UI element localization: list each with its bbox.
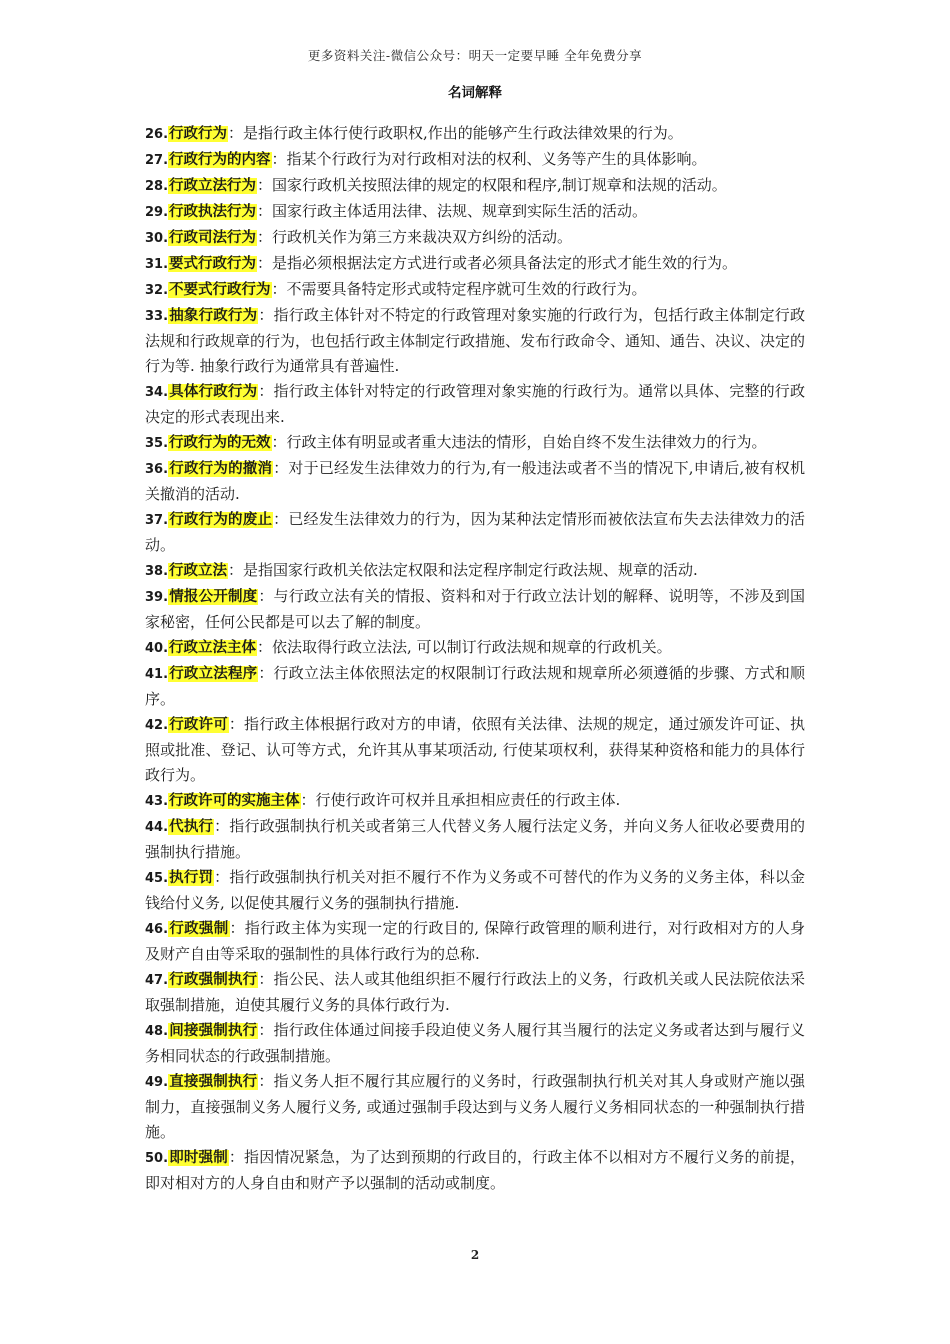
entry-definition: ：行政机关作为第三方来裁决双方纠纷的活动。 xyxy=(257,228,573,246)
entry-number: 50. xyxy=(145,1151,169,1166)
entry-term: 行政司法行为 xyxy=(169,230,257,246)
entry-term: 行政行为的无效 xyxy=(169,435,271,451)
glossary-entry xyxy=(145,712,805,788)
entry-definition: ：指行政主体针对特定的行政管理对象实施的行政行为。通常以具体、完整的行政决定的形式表现出来. xyxy=(145,382,805,426)
entry-number: 45. xyxy=(145,871,169,886)
entry-number: 31. xyxy=(145,257,169,272)
glossary-entry xyxy=(145,147,805,173)
entry-term: 不要式行政行为 xyxy=(169,282,271,298)
entry-term: 行政行为的内容 xyxy=(169,152,271,168)
entry-number: 30. xyxy=(145,231,169,246)
glossary-entry xyxy=(145,814,805,865)
entry-term: 具体行政行为 xyxy=(169,384,258,400)
glossary-entry xyxy=(145,225,805,251)
glossary-entry xyxy=(145,1145,805,1196)
entry-term: 行政强制 xyxy=(169,921,229,937)
entry-term: 行政立法程序 xyxy=(169,666,258,682)
entry-number: 33. xyxy=(145,309,169,324)
entry-definition: ：已经发生法律效力的行为，因为某种法定情形而被依法宣布失去法律效力的活动。 xyxy=(145,510,806,554)
page-title: 名词解释 xyxy=(448,85,502,101)
entry-definition: ：国家行政机关按照法律的规定的权限和程序,制订规章和法规的活动。 xyxy=(257,176,727,194)
entry-definition: ：指行政主体根据行政对方的申请，依照有关法律、法规的规定，通过颁发许可证、执照或批准、登记、认可等方式，允许其从事某项活动, 行使某项权利，获得某种资格和能力的具体行政行为。 xyxy=(145,715,805,784)
glossary-entry xyxy=(145,788,805,814)
entry-definition: ：依法取得行政立法法, 可以制订行政法规和规章的行政机关。 xyxy=(257,638,672,656)
entry-definition: ：与行政立法有关的情报、资料和对于行政立法计划的解释、说明等，不涉及到国家秘密，任何公民都是可以去了解的制度。 xyxy=(145,587,805,631)
entry-term: 即时强制 xyxy=(169,1150,228,1166)
glossary-entry xyxy=(145,456,805,507)
entry-definition: ：不需要具备特定形式或特定程序就可生效的行政行为。 xyxy=(271,280,647,298)
entry-term: 要式行政行为 xyxy=(169,256,257,272)
glossary-entry xyxy=(145,967,805,1018)
glossary-list xyxy=(145,121,805,1196)
entry-definition: ：对于已经发生法律效力的行为,有一般违法或者不当的情况下,申请后,被有权机关撤消的活动. xyxy=(145,459,806,503)
glossary-entry xyxy=(145,1018,805,1069)
entry-number: 40. xyxy=(145,641,169,656)
entry-number: 41. xyxy=(145,667,169,682)
entry-term: 行政执法行为 xyxy=(169,204,257,220)
entry-term: 直接强制执行 xyxy=(169,1074,258,1090)
glossary-entry xyxy=(145,199,805,225)
entry-definition: ：指行政强制执行机关对拒不履行不作为义务或不可替代的作为义务的义务主体，科以金钱给付义务, 以促使其履行义务的强制执行措施. xyxy=(145,868,805,912)
entry-term: 行政行为 xyxy=(169,126,228,142)
glossary-entry xyxy=(145,558,805,584)
entry-term: 行政立法行为 xyxy=(169,178,257,194)
entry-number: 36. xyxy=(145,462,169,477)
glossary-entry xyxy=(145,430,805,456)
page-header: 更多资料关注-微信公众号：明天一定要早睡 全年免费分享 xyxy=(307,48,643,63)
entry-number: 27. xyxy=(145,153,169,168)
glossary-entry xyxy=(145,121,805,147)
entry-number: 47. xyxy=(145,973,169,988)
entry-number: 26. xyxy=(145,127,169,142)
glossary-entry xyxy=(145,303,805,379)
glossary-entry xyxy=(145,507,805,558)
entry-definition: ：指公民、法人或其他组织拒不履行行政法上的义务，行政机关或人民法院依法采取强制措施，迫使其履行义务的具体行政行为. xyxy=(145,970,805,1014)
entry-number: 37. xyxy=(145,513,169,528)
page-number: 2 xyxy=(470,1248,480,1262)
entry-definition: ：指行政强制执行机关或者第三人代替义务人履行法定义务，并向义务人征收必要费用的强制执行措施。 xyxy=(145,817,805,861)
glossary-entry xyxy=(145,1069,805,1145)
entry-term: 行政行为的撤消 xyxy=(169,461,273,477)
entry-number: 49. xyxy=(145,1075,169,1090)
entry-definition: ：指因情况紧急，为了达到预期的行政目的，行政主体不以相对方不履行义务的前提，即对相对方的人身自由和财产予以强制的活动或制度。 xyxy=(145,1148,805,1192)
entry-definition: ：指行政住体通过间接手段迫使义务人履行其当履行的法定义务或者达到与履行义务相同状态的行政强制措施。 xyxy=(145,1021,805,1065)
glossary-entry xyxy=(145,661,805,712)
entry-term: 情报公开制度 xyxy=(169,589,258,605)
entry-number: 39. xyxy=(145,590,169,605)
entry-number: 42. xyxy=(145,718,169,733)
entry-term: 间接强制执行 xyxy=(169,1023,258,1039)
entry-definition: ：是指行政主体行使行政职权,作出的能够产生行政法律效果的行为。 xyxy=(228,124,683,142)
entry-definition: ：是指国家行政机关依法定权限和法定程序制定行政法规、规章的活动. xyxy=(228,561,698,579)
entry-number: 28. xyxy=(145,179,169,194)
entry-number: 43. xyxy=(145,794,169,809)
entry-definition: ：指行政主体针对不特定的行政管理对象实施的行政行为，包括行政主体制定行政法规和行政规章的行为，也包括行政主体制定行政措施、发布行政命令、通知、通告、决议、决定的行为等. 抽象行政行为通常具有普遍性. xyxy=(145,306,806,375)
entry-definition: ：指行政主体为实现一定的行政目的, 保障行政管理的顺利进行，对行政相对方的人身及财产自由等采取的强制性的具体行政行为的总称. xyxy=(145,919,805,963)
entry-number: 44. xyxy=(145,820,169,835)
entry-definition: ：国家行政主体适用法律、法规、规章到实际生活的活动。 xyxy=(257,202,648,220)
glossary-entry xyxy=(145,277,805,303)
glossary-entry xyxy=(145,173,805,199)
entry-definition: ：指义务人拒不履行其应履行的义务时，行政强制执行机关对其人身或财产施以强制力，直接强制义务人履行义务, 或通过强制手段达到与义务人履行义务相同状态的一种强制执行措施。 xyxy=(145,1072,805,1141)
glossary-entry xyxy=(145,865,805,916)
entry-definition: ：行使行政许可权并且承担相应责任的行政主体. xyxy=(300,791,621,809)
entry-definition: ：是指必须根据法定方式进行或者必须具备法定的形式才能生效的行为。 xyxy=(257,254,738,272)
entry-number: 34. xyxy=(145,385,169,400)
glossary-entry xyxy=(145,379,805,430)
glossary-entry xyxy=(145,584,805,635)
entry-number: 32. xyxy=(145,283,169,298)
entry-number: 46. xyxy=(145,922,169,937)
entry-term: 行政立法主体 xyxy=(169,640,257,656)
entry-term: 执行罚 xyxy=(169,870,214,886)
entry-number: 38. xyxy=(145,564,169,579)
entry-term: 行政许可的实施主体 xyxy=(169,793,300,809)
entry-definition: ：行政主体有明显或者重大违法的情形，自始自终不发生法律效力的行为。 xyxy=(271,433,767,451)
entry-term: 代执行 xyxy=(169,819,214,835)
entry-term: 行政立法 xyxy=(169,563,228,579)
entry-term: 行政行为的废止 xyxy=(169,512,273,528)
entry-definition: ：指某个行政行为对行政相对法的权利、义务等产生的具体影响。 xyxy=(271,150,707,168)
entry-term: 行政强制执行 xyxy=(169,972,258,988)
glossary-entry xyxy=(145,916,805,967)
glossary-entry xyxy=(145,635,805,661)
entry-number: 29. xyxy=(145,205,169,220)
entry-term: 抽象行政行为 xyxy=(169,308,258,324)
entry-number: 48. xyxy=(145,1024,169,1039)
entry-term: 行政许可 xyxy=(169,717,228,733)
entry-definition: ：行政立法主体依照法定的权限制订行政法规和规章所必须遵循的步骤、方式和顺序。 xyxy=(145,664,805,708)
entry-number: 35. xyxy=(145,436,169,451)
glossary-entry xyxy=(145,251,805,277)
